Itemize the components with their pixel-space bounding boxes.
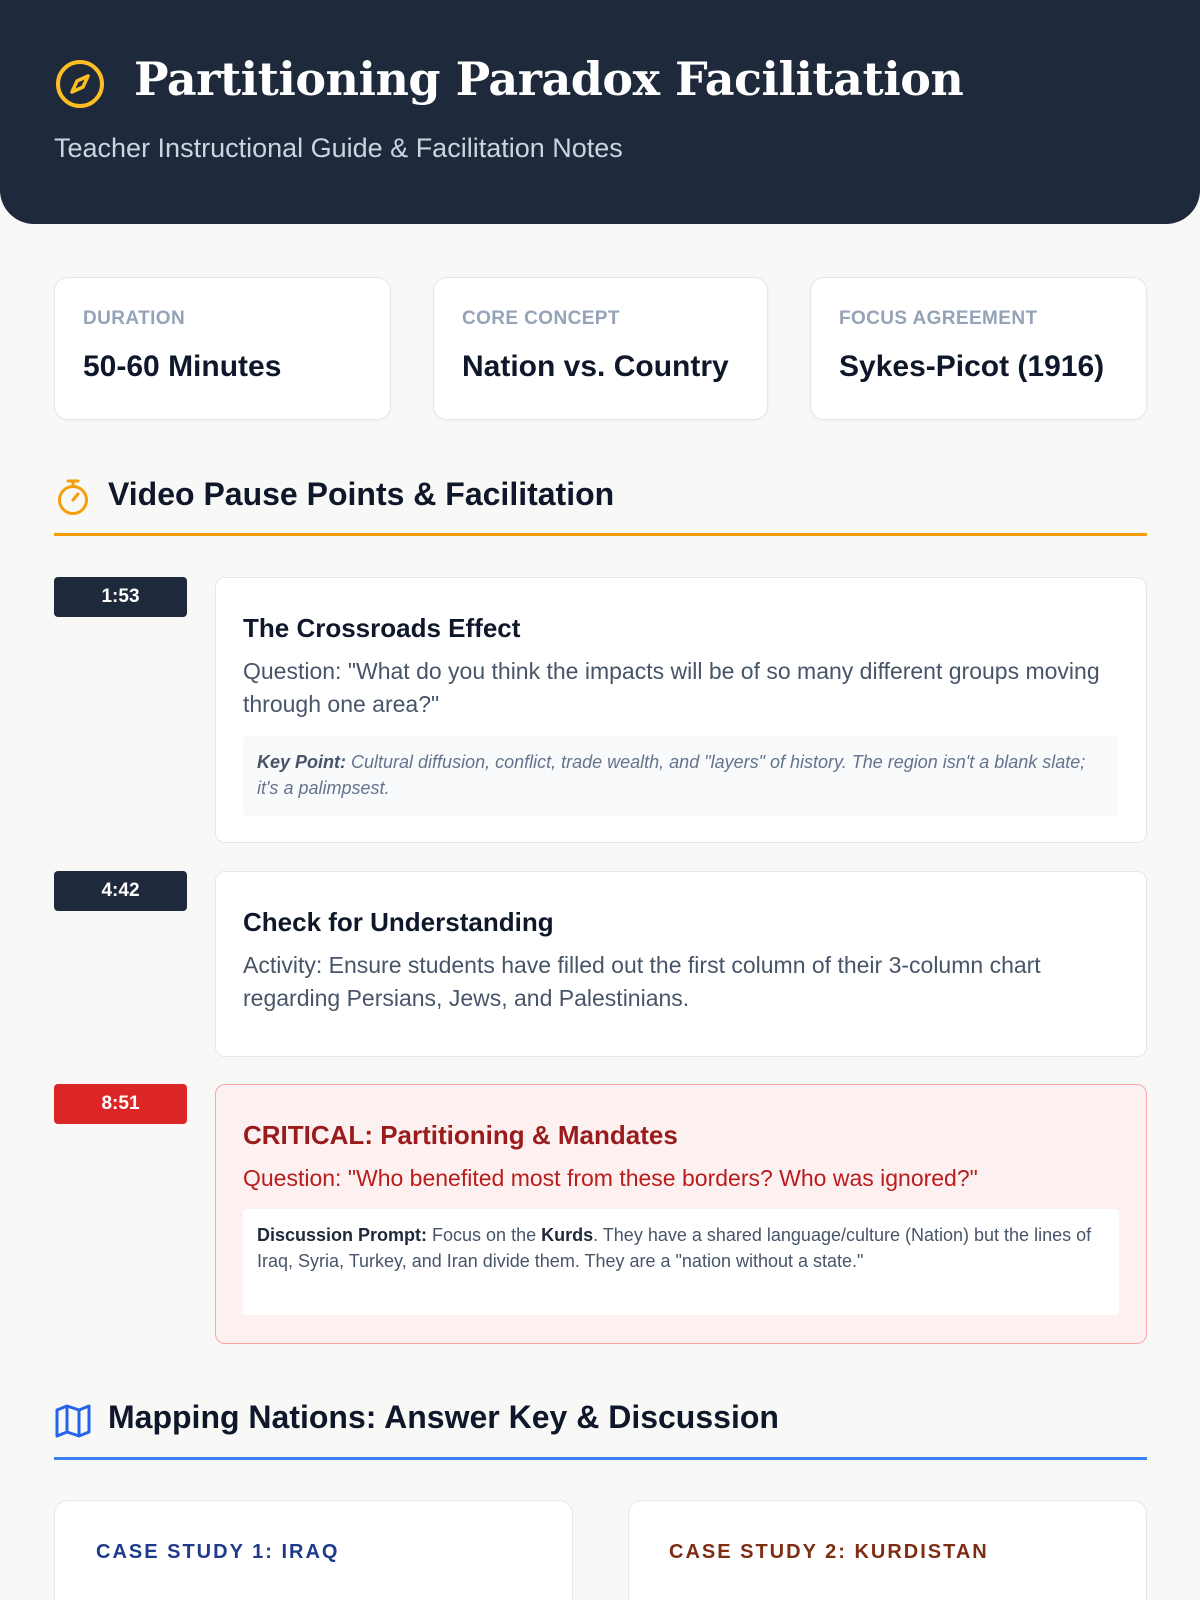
duration-label: DURATION [83, 308, 186, 329]
core-concept-label: CORE CONCEPT [462, 308, 620, 329]
focus-agreement-card [810, 277, 1147, 420]
case-study-label: CASE STUDY 2: KURDISTAN [669, 1541, 989, 1563]
mapping-section-title: Mapping Nations: Answer Key & Discussion [108, 1399, 779, 1435]
core-concept-card [433, 277, 768, 420]
timestamp-badge[interactable]: 1:53 [54, 577, 187, 617]
discussion-prompt-note [243, 1209, 1119, 1315]
pause-point-question: Question: "What do you think the impacts will be of so many different groups moving through one area?" [243, 658, 1100, 717]
duration-card [54, 277, 391, 420]
key-point-text: Cultural diffusion, conflict, trade wealth, and "layers" of history. The region isn't a blank slate; it's a palimpsest. [257, 752, 1086, 798]
page-title: Partitioning Paradox Facilitation [134, 52, 964, 106]
pause-section-title: Video Pause Points & Facilitation [108, 476, 615, 512]
timestamp-badge[interactable]: 4:42 [54, 871, 187, 911]
case-study-card [54, 1500, 573, 1600]
duration-value: 50-60 Minutes [83, 350, 282, 383]
core-concept-value: Nation vs. Country [462, 350, 729, 383]
kurds-highlight: Kurds [541, 1225, 594, 1245]
pause-point-card [215, 871, 1147, 1057]
pause-point-activity: Activity: Ensure students have filled out the first column of their 3-column chart regarding Persians, Jews, and Palestinians. [243, 952, 1041, 1011]
focus-agreement-value: Sykes-Picot (1916) [839, 350, 1105, 383]
pause-point-card [215, 577, 1147, 843]
pause-point-title: CRITICAL: Partitioning & Mandates [243, 1120, 678, 1150]
critical-pause-point-card [215, 1084, 1147, 1344]
stopwatch-icon [54, 478, 92, 516]
page-header [0, 0, 1200, 224]
page-subtitle: Teacher Instructional Guide & Facilitation Notes [54, 133, 623, 163]
key-point-label: Key Point: [257, 752, 347, 772]
discussion-prompt-text: Focus on the [427, 1225, 542, 1245]
case-study-card [628, 1500, 1147, 1600]
pause-section-rule [54, 533, 1147, 536]
case-study-label: CASE STUDY 1: IRAQ [96, 1541, 340, 1563]
mapping-section-rule [54, 1457, 1147, 1460]
focus-agreement-label: FOCUS AGREEMENT [839, 308, 1038, 329]
key-point-note [243, 736, 1119, 816]
pause-point-question: Question: "Who benefited most from these borders? Who was ignored?" [243, 1165, 978, 1191]
map-icon [54, 1402, 92, 1440]
compass-icon [54, 58, 106, 110]
pause-point-title: The Crossroads Effect [243, 613, 521, 643]
discussion-prompt-text: . They have a shared language/culture (Nation) but the lines of Iraq, Syria, Turkey, and Iran divide them. They are a "nation without a state." [257, 1225, 1092, 1271]
discussion-prompt-label: Discussion Prompt: [257, 1225, 428, 1245]
pause-point-title: Check for Understanding [243, 907, 554, 937]
timestamp-badge[interactable]: 8:51 [54, 1084, 187, 1124]
